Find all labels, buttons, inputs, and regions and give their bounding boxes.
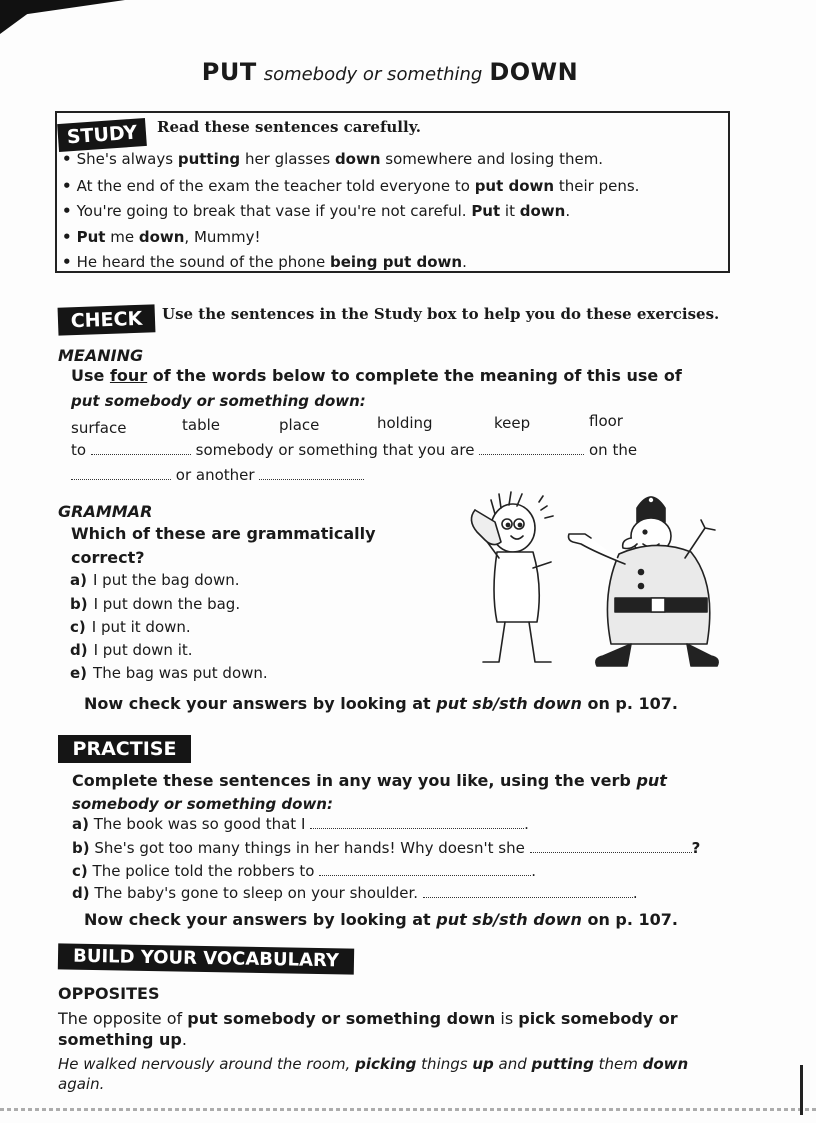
study-sentence: • She's always putting her glasses down somewhere and losing them. <box>62 150 604 168</box>
word-option: holding <box>377 414 433 432</box>
meaning-line-1: to somebody or something that you are on the <box>71 441 638 459</box>
example-sentence-line2: again. <box>58 1075 105 1093</box>
answer-blank[interactable] <box>530 851 692 853</box>
word-option: surface <box>71 419 127 437</box>
answer-blank[interactable] <box>423 896 633 898</box>
nervous-man-figure <box>471 492 553 662</box>
blank[interactable] <box>71 478 171 480</box>
grammar-option: d) I put down it. <box>70 641 193 659</box>
grammar-title: GRAMMAR <box>58 502 153 521</box>
grammar-instruction: Which of these are grammatically <box>71 524 376 543</box>
answer-blank[interactable] <box>319 874 531 876</box>
check-label: CHECK <box>58 304 156 335</box>
opposites-text-line2: something up. <box>58 1030 187 1049</box>
now-check-note: Now check your answers by looking at put sb/sth down on p. 107. <box>84 694 678 713</box>
corner-mark-lower <box>0 12 30 34</box>
meaning-instruction-line2: put somebody or something down: <box>71 392 366 410</box>
word-option: floor <box>589 412 623 430</box>
check-heading: Use the sentences in the Study box to help you do these exercises. <box>162 305 720 323</box>
vocab-label: BUILD YOUR VOCABULARY <box>58 943 354 974</box>
practise-item: c) The police told the robbers to . <box>72 862 537 880</box>
practise-instruction-line2: somebody or something down: <box>72 795 333 813</box>
study-label: STUDY <box>57 118 147 152</box>
page-title: PUT somebody or something DOWN <box>201 58 579 86</box>
grammar-instruction-line2: correct? <box>71 548 145 567</box>
study-heading: Read these sentences carefully. <box>157 118 421 136</box>
study-sentence: • He heard the sound of the phone being put down. <box>62 253 467 271</box>
practise-item: b) She's got too many things in her hands! Why doesn't she ? <box>72 839 701 857</box>
practise-label: PRACTISE <box>58 735 191 763</box>
practise-instruction: Complete these sentences in any way you like, using the verb put <box>72 771 667 790</box>
example-sentence: He walked nervously around the room, picking things up and putting them down <box>58 1055 689 1073</box>
word-option: keep <box>494 414 531 432</box>
study-sentence: • Put me down, Mummy! <box>62 228 261 246</box>
blank[interactable] <box>259 478 364 480</box>
page-edge <box>0 1108 816 1111</box>
study-sentence: • You're going to break that vase if you're not careful. Put it down. <box>62 202 571 220</box>
grammar-option: a) I put the bag down. <box>70 571 240 589</box>
meaning-instruction: Use four of the words below to complete the meaning of this use of <box>71 366 682 385</box>
grammar-option: c) I put it down. <box>70 618 191 636</box>
opposites-title: OPPOSITES <box>58 984 160 1003</box>
policeman-figure <box>569 497 719 666</box>
now-check-note: Now check your answers by looking at put sb/sth down on p. 107. <box>84 910 678 929</box>
meaning-line-2: or another <box>71 466 364 484</box>
grammar-option: e) The bag was put down. <box>70 664 268 682</box>
page-edge-mark <box>800 1065 803 1115</box>
meaning-title: MEANING <box>58 346 144 365</box>
blank[interactable] <box>91 453 191 455</box>
word-option: table <box>182 416 220 434</box>
answer-blank[interactable] <box>310 827 524 829</box>
practise-item: a) The book was so good that I . <box>72 815 529 833</box>
blank[interactable] <box>479 453 584 455</box>
practise-item: d) The baby's gone to sleep on your shoulder. . <box>72 884 638 902</box>
word-option: place <box>279 416 320 434</box>
grammar-option: b) I put down the bag. <box>70 595 241 613</box>
opposites-text: The opposite of put somebody or something down is pick somebody or <box>58 1009 678 1028</box>
study-sentence: • At the end of the exam the teacher told everyone to put down their pens. <box>62 177 640 195</box>
cartoon-illustration <box>455 488 725 673</box>
